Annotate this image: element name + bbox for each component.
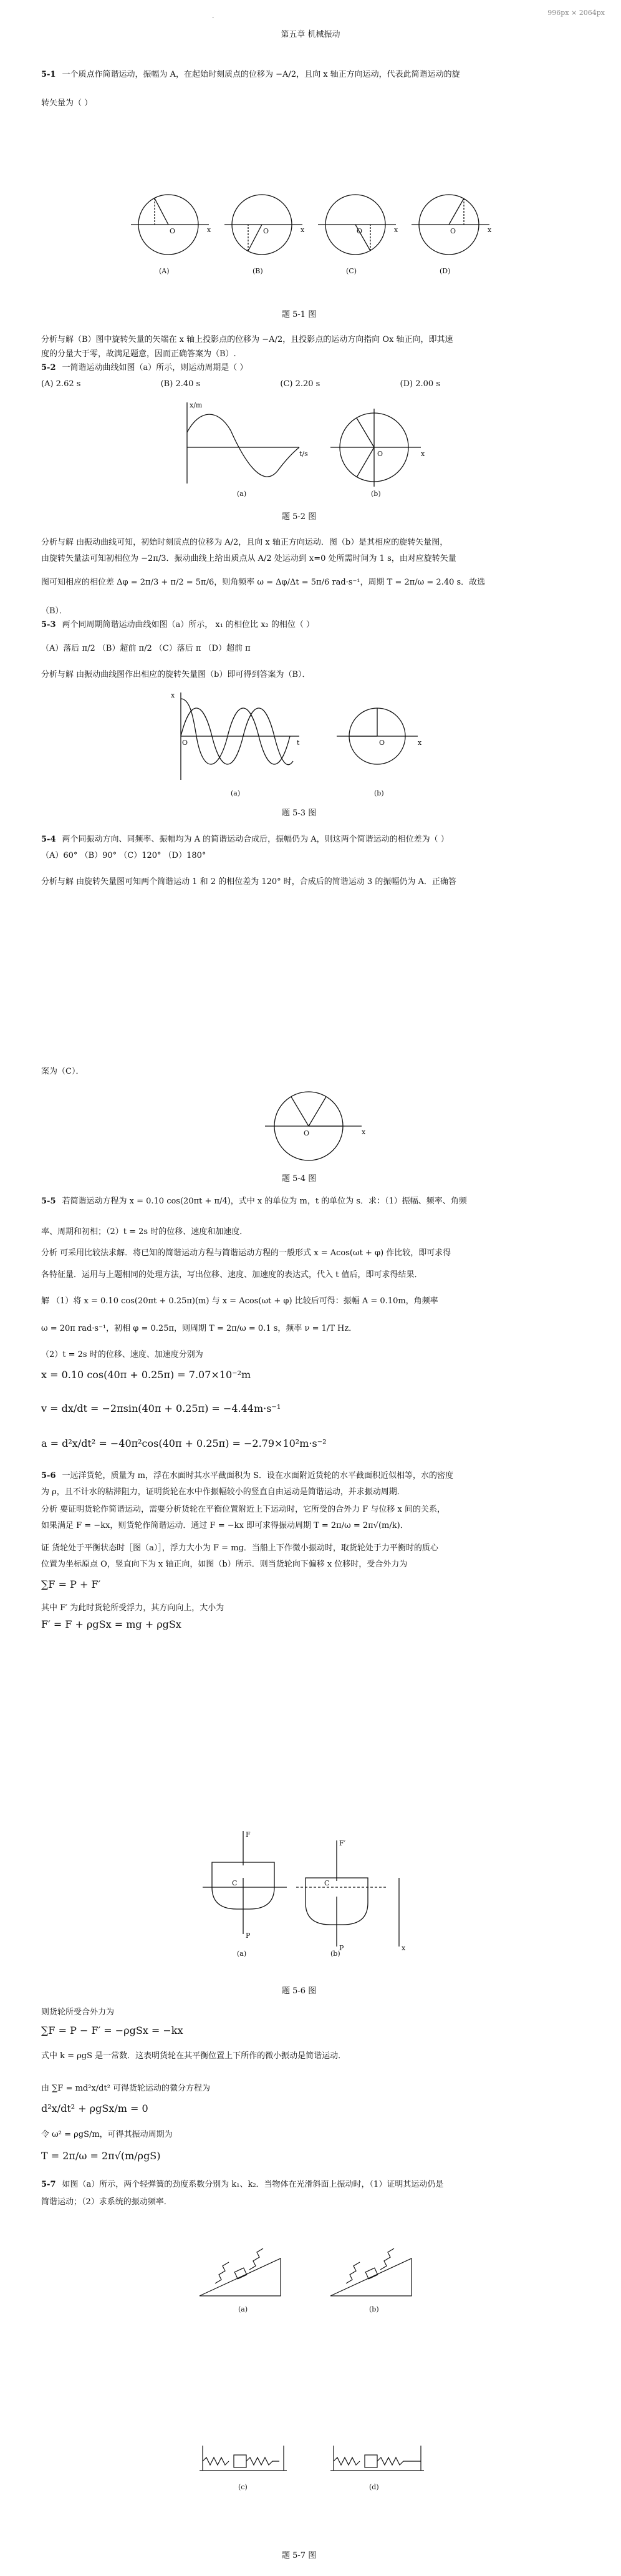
svg-text:F′: F′ <box>339 1839 346 1847</box>
svg-text:P: P <box>246 1932 251 1940</box>
analysis-5-3: 分析与解 由振动曲线图作出相应的旋转矢量图（b）即可得到答案为（B）． <box>41 670 310 679</box>
equation-differential: d²x/dt² + ρgSx/m = 0 <box>41 2102 148 2114</box>
problem-5-4: 5-4 两个同振动方向、同频率、振幅均为 A 的简谐运动合成后，振幅仍为 A，则这两个简谐运动的相位差为（ ） <box>41 835 449 844</box>
caption-5-1: 题 5-1 图 <box>282 310 317 319</box>
svg-text:t/s: t/s <box>299 450 308 458</box>
svg-text:O: O <box>357 227 363 235</box>
svg-text:x/m: x/m <box>190 401 203 409</box>
svg-text:O: O <box>377 450 383 458</box>
svg-text:(a): (a) <box>237 490 247 498</box>
problem-5-5-line2: 率、周期和初相；（2）t = 2s 时的位移、速度和加速度． <box>41 1227 248 1237</box>
problem-5-6-line1: 5-6 一远洋货轮，质量为 m，浮在水面时其水平截面积为 S．设在水面附近货轮的水平截面积近似相等，水的密度 <box>41 1471 453 1480</box>
analysis-5-2-line1: 分析与解 由振动曲线可知，初始时刻质点的位移为 A/2，且向 x 轴正方向运动．图（b）是其相应的旋转矢量图， <box>41 538 448 547</box>
svg-text:x: x <box>301 226 305 234</box>
analysis-5-1-line1: 分析与解（B）图中旋转矢量的矢端在 x 轴上投影点的位移为 −A/2，且投影点的运动方向指向 Ox 轴正向，即其速 <box>41 335 453 344</box>
svg-text:O: O <box>182 739 188 747</box>
problem-5-7-line2: 简谐运动；（2）求系统的振动频率． <box>41 2197 172 2207</box>
equation-displacement: x = 0.10 cos(40π + 0.25π) = 7.07×10⁻²m <box>41 1369 251 1381</box>
figure-5-6 <box>200 1828 424 1959</box>
text-net-force-label: 则货轮所受合外力为 <box>41 2008 115 2017</box>
text-differential-intro: 由 ∑F = md²x/dt² 可得货轮运动的微分方程为 <box>41 2084 211 2093</box>
analysis-5-5-line1: 分析 可采用比较法求解．将已知的简谐运动方程与简谐运动方程的一般形式 x = Acos(ωt + φ) 作比较，即可求得 <box>41 1248 451 1258</box>
caption-5-6: 题 5-6 图 <box>282 1986 317 1996</box>
problem-5-5-line1: 5-5 若简谐运动方程为 x = 0.10 cos(20πt + π/4)，式中 x 的单位为 m，t 的单位为 s．求：（1）振幅、频率、角频 <box>41 1197 467 1206</box>
svg-text:O: O <box>263 227 269 235</box>
figure-5-4 <box>246 1086 371 1167</box>
svg-text:x: x <box>418 739 422 747</box>
analysis-5-4-line2: 案为（C）． <box>41 1067 84 1076</box>
svg-text:O: O <box>170 227 176 235</box>
analysis-5-6-line1: 分析 要证明货轮作简谐运动，需要分析货轮在平衡位置附近上下运动时，它所受的合外力 F 与位移 x 间的关系， <box>41 1505 446 1514</box>
problem-5-3: 5-3 两个同周期简谐运动曲线如图（a）所示， x₁ 的相位比 x₂ 的相位（ ） <box>41 620 314 629</box>
figure-5-1 <box>125 187 499 281</box>
proof-5-6-line1: 证 货轮处于平衡状态时［图（a）］，浮力大小为 F = mg．当船上下作微小振动时，取货轮处于力平衡时的质心 <box>41 1543 438 1553</box>
svg-text:(D): (D) <box>440 267 451 275</box>
svg-text:O: O <box>304 1129 310 1137</box>
options-5-2: (A) 2.62 s (B) 2.40 s (C) 2.20 s (D) 2.00 s <box>41 379 440 389</box>
equation-buoyancy: F′ = F + ρgSx = mg + ρgSx <box>41 1618 181 1630</box>
analysis-5-1-line2: 度的分量大于零，故满足题意，因而正确答案为（B）. <box>41 349 236 359</box>
svg-text:(a): (a) <box>238 2305 248 2313</box>
stray-mark: · <box>212 14 214 22</box>
figure-5-7 <box>187 2221 449 2533</box>
svg-text:(A): (A) <box>159 267 170 275</box>
caption-5-2: 题 5-2 图 <box>282 512 317 522</box>
text-buoyancy: 其中 F′ 为此时货轮所受浮力，其方向向上，大小为 <box>41 1603 224 1613</box>
problem-5-7-line1: 5-7 如图（a）所示，两个轻弹簧的劲度系数分别为 k₁、k₂．当物体在光滑斜面上振动时，（1）证明其运动仍是 <box>41 2180 444 2189</box>
svg-text:x: x <box>171 691 175 699</box>
solution-5-5-line2: ω = 20π rad·s⁻¹，初相 φ = 0.25π，则周期 T = 2π/ω = 0.1 s，频率 ν = 1/T Hz． <box>41 1324 357 1333</box>
svg-text:x: x <box>421 450 425 458</box>
page-size-note: 996px × 2064px <box>547 9 605 17</box>
caption-5-7: 题 5-7 图 <box>282 2551 317 2560</box>
analysis-5-6-line2: 如果满足 F = −kx，则货轮作简谐运动．通过 F = −kx 即可求得振动周期 T = 2π/ω = 2π√(m/k)． <box>41 1521 408 1530</box>
svg-text:(c): (c) <box>238 2483 248 2491</box>
equation-period: T = 2π/ω = 2π√(m/ρgS) <box>41 2150 161 2162</box>
svg-text:C: C <box>232 1879 238 1887</box>
svg-text:t: t <box>297 739 300 747</box>
svg-text:(a): (a) <box>237 1950 247 1958</box>
solution-5-5-line1: 解 （1）将 x = 0.10 cos(20πt + 0.25π)(m) 与 x = Acos(ωt + φ) 比较后可得：振幅 A = 0.10m，角频率 <box>41 1296 438 1306</box>
equation-net-force: ∑F = P + F′ <box>41 1578 101 1590</box>
svg-text:O: O <box>379 739 385 747</box>
svg-text:(a): (a) <box>231 789 241 797</box>
svg-text:x: x <box>362 1128 366 1136</box>
figure-5-2 <box>175 396 436 499</box>
equation-acceleration: a = d²x/dt² = −40π²cos(40π + 0.25π) = −2.79×10²m·s⁻² <box>41 1437 327 1449</box>
equation-total-force: ∑F = P − F′ = −ρgSx = −kx <box>41 2024 183 2036</box>
problem-5-1-line1: 5-1 一个质点作简谐运动，振幅为 A，在起始时刻质点的位移为 −A/2，且向 x 轴正方向运动，代表此简谐运动的旋 <box>41 70 460 79</box>
analysis-5-5-line2: 各特征量．运用与上题相同的处理方法，写出位移、速度、加速度的表达式，代入 t 值后，即可求得结果． <box>41 1270 423 1280</box>
figure-5-3 <box>168 686 430 799</box>
svg-text:(d): (d) <box>369 2483 379 2491</box>
caption-5-3: 题 5-3 图 <box>282 809 317 818</box>
caption-5-4: 题 5-4 图 <box>282 1174 317 1184</box>
analysis-5-2-line3: 图可知相应的相位差 Δφ = 2π/3 + π/2 = 5π/6，则角频率 ω = Δφ/Δt = 5π/6 rad·s⁻¹，周期 T = 2π/ω = 2.40 s．故选 <box>41 578 486 587</box>
options-5-3: （A）落后 π/2 （B）超前 π/2 （C）落后 π （D）超前 π <box>41 644 251 653</box>
analysis-5-2-line2: 由旋转矢量法可知初相位为 −2π/3．振动曲线上给出质点从 A/2 处运动到 x=0 处所需时间为 1 s，由对应旋转矢量 <box>41 554 456 563</box>
svg-text:(b): (b) <box>371 490 381 498</box>
text-constant-k: 式中 k = ρgS 是一常数．这表明货轮在其平衡位置上下所作的微小振动是简谐运动． <box>41 2051 347 2061</box>
proof-5-6-line2: 位置为坐标原点 O，竖直向下为 x 轴正向，如图（b）所示．则当货轮向下偏移 x 位移时，受合外力为 <box>41 1560 408 1569</box>
svg-text:C: C <box>324 1879 330 1887</box>
problem-5-1-line2: 转矢量为（ ） <box>41 99 93 108</box>
svg-text:(b): (b) <box>330 1950 340 1958</box>
svg-text:(b): (b) <box>374 789 384 797</box>
svg-text:O: O <box>450 227 456 235</box>
svg-text:P: P <box>339 1944 344 1952</box>
solution-5-5-line3: （2）t = 2s 时的位移、速度、加速度分别为 <box>41 1350 203 1359</box>
svg-text:(C): (C) <box>346 267 357 275</box>
equation-velocity: v = dx/dt = −2πsin(40π + 0.25π) = −4.44m·s⁻¹ <box>41 1402 281 1414</box>
svg-text:(b): (b) <box>369 2305 379 2313</box>
analysis-5-4-line1: 分析与解 由旋转矢量图可知两个简谐运动 1 和 2 的相位差为 120° 时，合成后的简谐运动 3 的振幅仍为 A．正确答 <box>41 877 456 887</box>
analysis-5-2-line4: （B）． <box>41 606 68 616</box>
svg-text:(B): (B) <box>253 267 263 275</box>
text-period-intro: 令 ω² = ρgS/m，可得其振动周期为 <box>41 2130 173 2139</box>
problem-5-2: 5-2 一简谐运动曲线如图（a）所示，则运动周期是（ ） <box>41 363 248 372</box>
svg-text:x: x <box>402 1944 406 1952</box>
svg-text:x: x <box>207 226 211 234</box>
problem-5-6-line2: 为 ρ，且不计水的粘滞阻力，证明货轮在水中作振幅较小的竖直自由运动是简谐运动，并求振动周期． <box>41 1487 405 1497</box>
svg-text:F: F <box>246 1830 251 1839</box>
svg-text:x: x <box>394 226 398 234</box>
chapter-title: 第五章 机械振动 <box>281 30 340 39</box>
svg-text:x: x <box>488 226 492 234</box>
options-5-4: （A）60° （B）90° （C）120° （D）180° <box>41 851 206 860</box>
